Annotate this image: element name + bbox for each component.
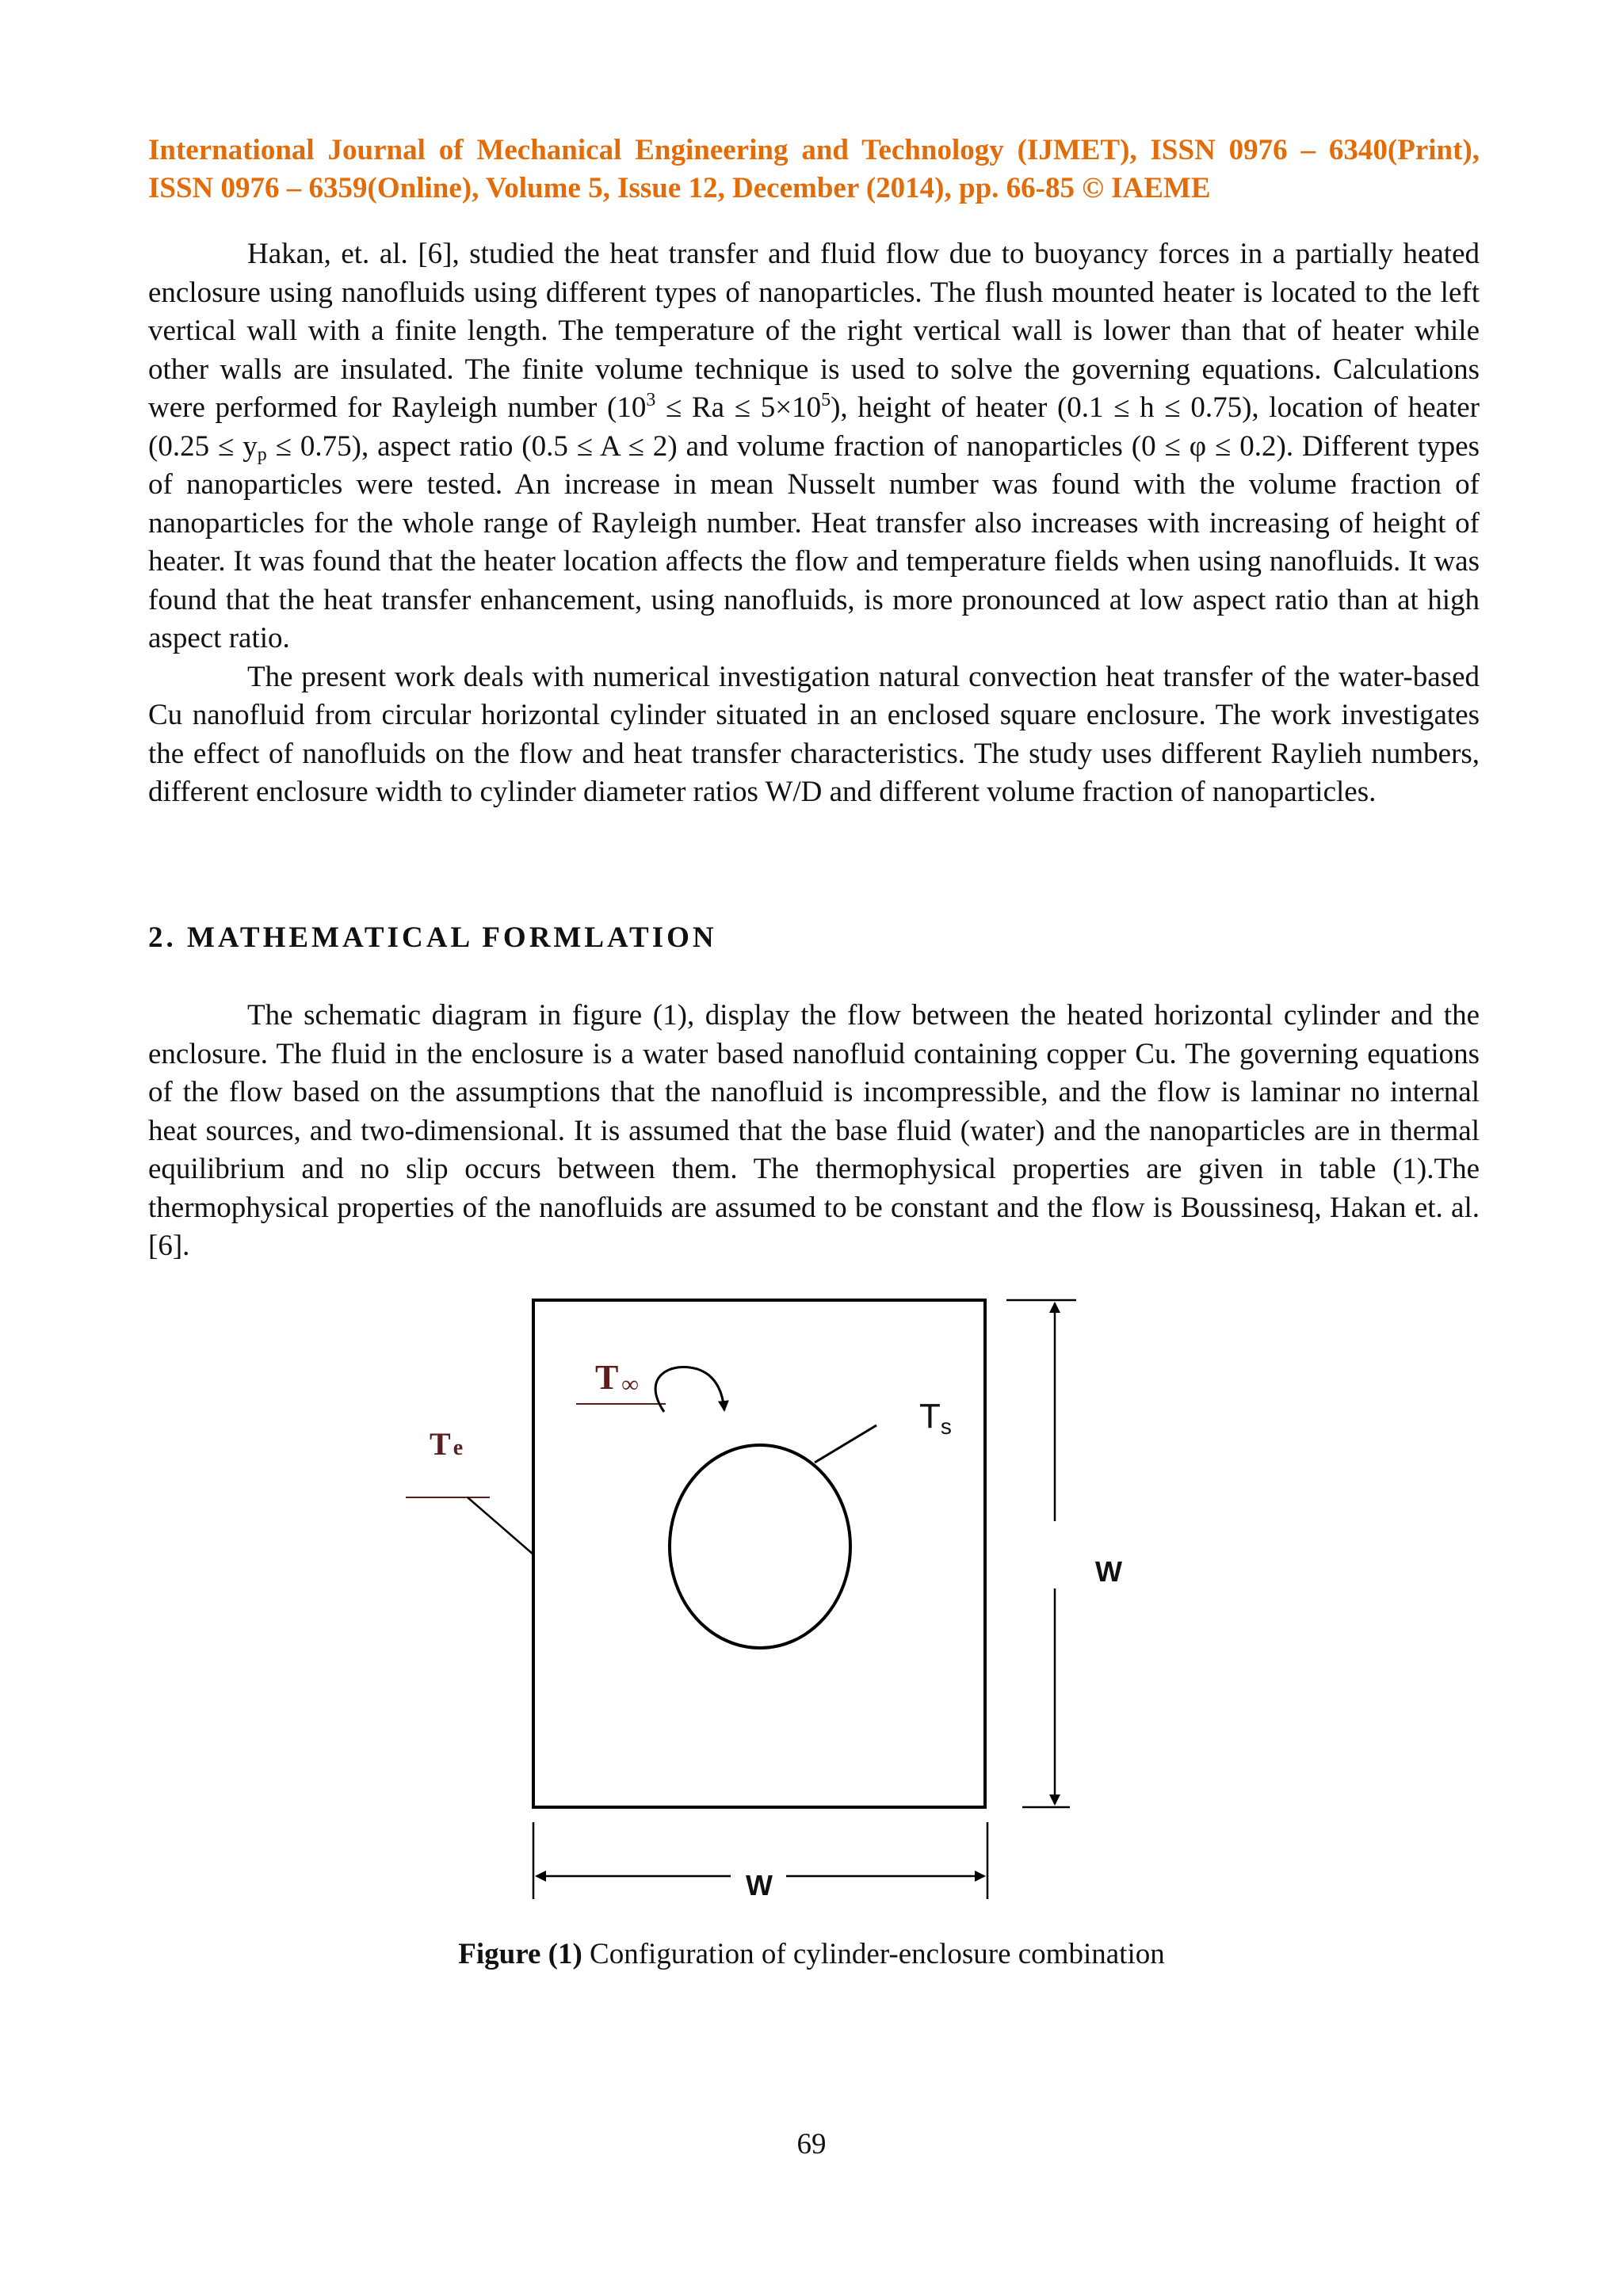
caption-text: Configuration of cylinder-enclosure combination <box>582 1938 1165 1970</box>
paragraph-hakan <box>148 235 1480 658</box>
para1-part3: ), height of heater (0.1 ≤ h ≤ 0.75), location of heater (0.25 ≤ y <box>148 391 1480 463</box>
label-w-right: W <box>1095 1555 1122 1588</box>
label-te-main: T <box>430 1426 451 1462</box>
para1-sup1: 3 <box>646 390 656 410</box>
te-leader-line <box>468 1497 533 1554</box>
paragraph-present-work: The present work deals with numerical investigation natural convection heat transfer of the water-based Cu nanofluid from circular horizontal cylinder situated in an enclosed square enclosure. The work investigates the effect of nanofluids on the flow and heat transfer characteristics. The study uses different Raylieh numbers, different enclosure width to cylinder diameter ratios W/D and different volume fraction of nanoparticles. <box>148 660 1480 808</box>
figure-caption <box>0 1937 1623 1971</box>
section-heading: 2. MATHEMATICAL FORMLATION <box>148 921 717 954</box>
label-tinf-main: T <box>595 1358 619 1397</box>
cylinder-circle <box>670 1445 850 1648</box>
enclosure-box <box>533 1300 985 1807</box>
label-ts-sub: s <box>940 1414 952 1439</box>
caption-bold: Figure (1) <box>458 1938 582 1970</box>
ts-leader-line <box>815 1425 876 1463</box>
para1-part4: ≤ 0.75), aspect ratio (0.5 ≤ A ≤ 2) and volume fraction of nanoparticles (0 ≤ φ ≤ 0.2). Different types of nanoparticles were tested. An increase in mean Nusselt number was found with the volume fraction of nanoparticles for the whole range of Rayleigh number. Heat transfer also increases with increasing of height of heater. It was found that the heater location affects the flow and temperature fields when using nanofluids. It was found that the heat transfer enhancement, using nanofluids, is more pronounced at low aspect ratio than at high aspect ratio. <box>148 429 1480 654</box>
label-te <box>430 1426 463 1462</box>
journal-header-line2: ISSN 0976 – 6359(Online), Volume 5, Issue 12, December (2014), pp. 66-85 © IAEME <box>148 172 1211 204</box>
para1-sup2: 5 <box>821 390 831 410</box>
body-text-bottom <box>148 997 1480 1266</box>
para1-part1: Hakan, et. al. [6], studied the heat transfer and fluid flow due to buoyancy forces in a partially heated enclosure using nanofluids using different types of nanoparticles. The flush mounted heater is located to the left vertical wall with a finite length. The temperature of the right vertical wall is lower than that of heater while other walls are insulated. The finite volume technique is used to solve the governing equations. Calculations were performed for Rayleigh number (10 <box>148 238 1480 424</box>
label-tinf-sub: ∞ <box>621 1371 639 1398</box>
paragraph-schematic: The schematic diagram in figure (1), display the flow between the heated horizontal cylinder and the enclosure. The fluid in the enclosure is a water based nanofluid containing copper Cu. The governing equations of the flow based on the assumptions that the nanofluid is incompressible, and the flow is laminar no internal heat sources, and two-dimensional. It is assumed that the base fluid (water) and the nanoparticles are in thermal equilibrium and no slip occurs between them. The thermophysical properties are given in table (1).The thermophysical properties of the nanofluids are assumed to be constant and the flow is Boussinesq, Hakan et. al.[6]. <box>148 999 1480 1262</box>
body-text-top <box>148 235 1480 812</box>
label-ts <box>919 1397 952 1439</box>
tinf-curved-arrow <box>655 1367 724 1412</box>
para1-part2: ≤ Ra ≤ 5×10 <box>655 391 822 424</box>
label-te-sub: e <box>453 1436 464 1460</box>
label-ts-main: T <box>919 1397 941 1436</box>
label-tinf <box>595 1358 639 1398</box>
journal-header-line1: International Journal of Mechanical Engineering and Technology (IJMET), ISSN 0976 – 6340(Print), <box>148 134 1480 166</box>
journal-header <box>148 132 1480 208</box>
para1-sub1: p <box>257 444 267 465</box>
label-w-bottom: W <box>746 1869 773 1901</box>
page-number: 69 <box>796 2128 827 2161</box>
